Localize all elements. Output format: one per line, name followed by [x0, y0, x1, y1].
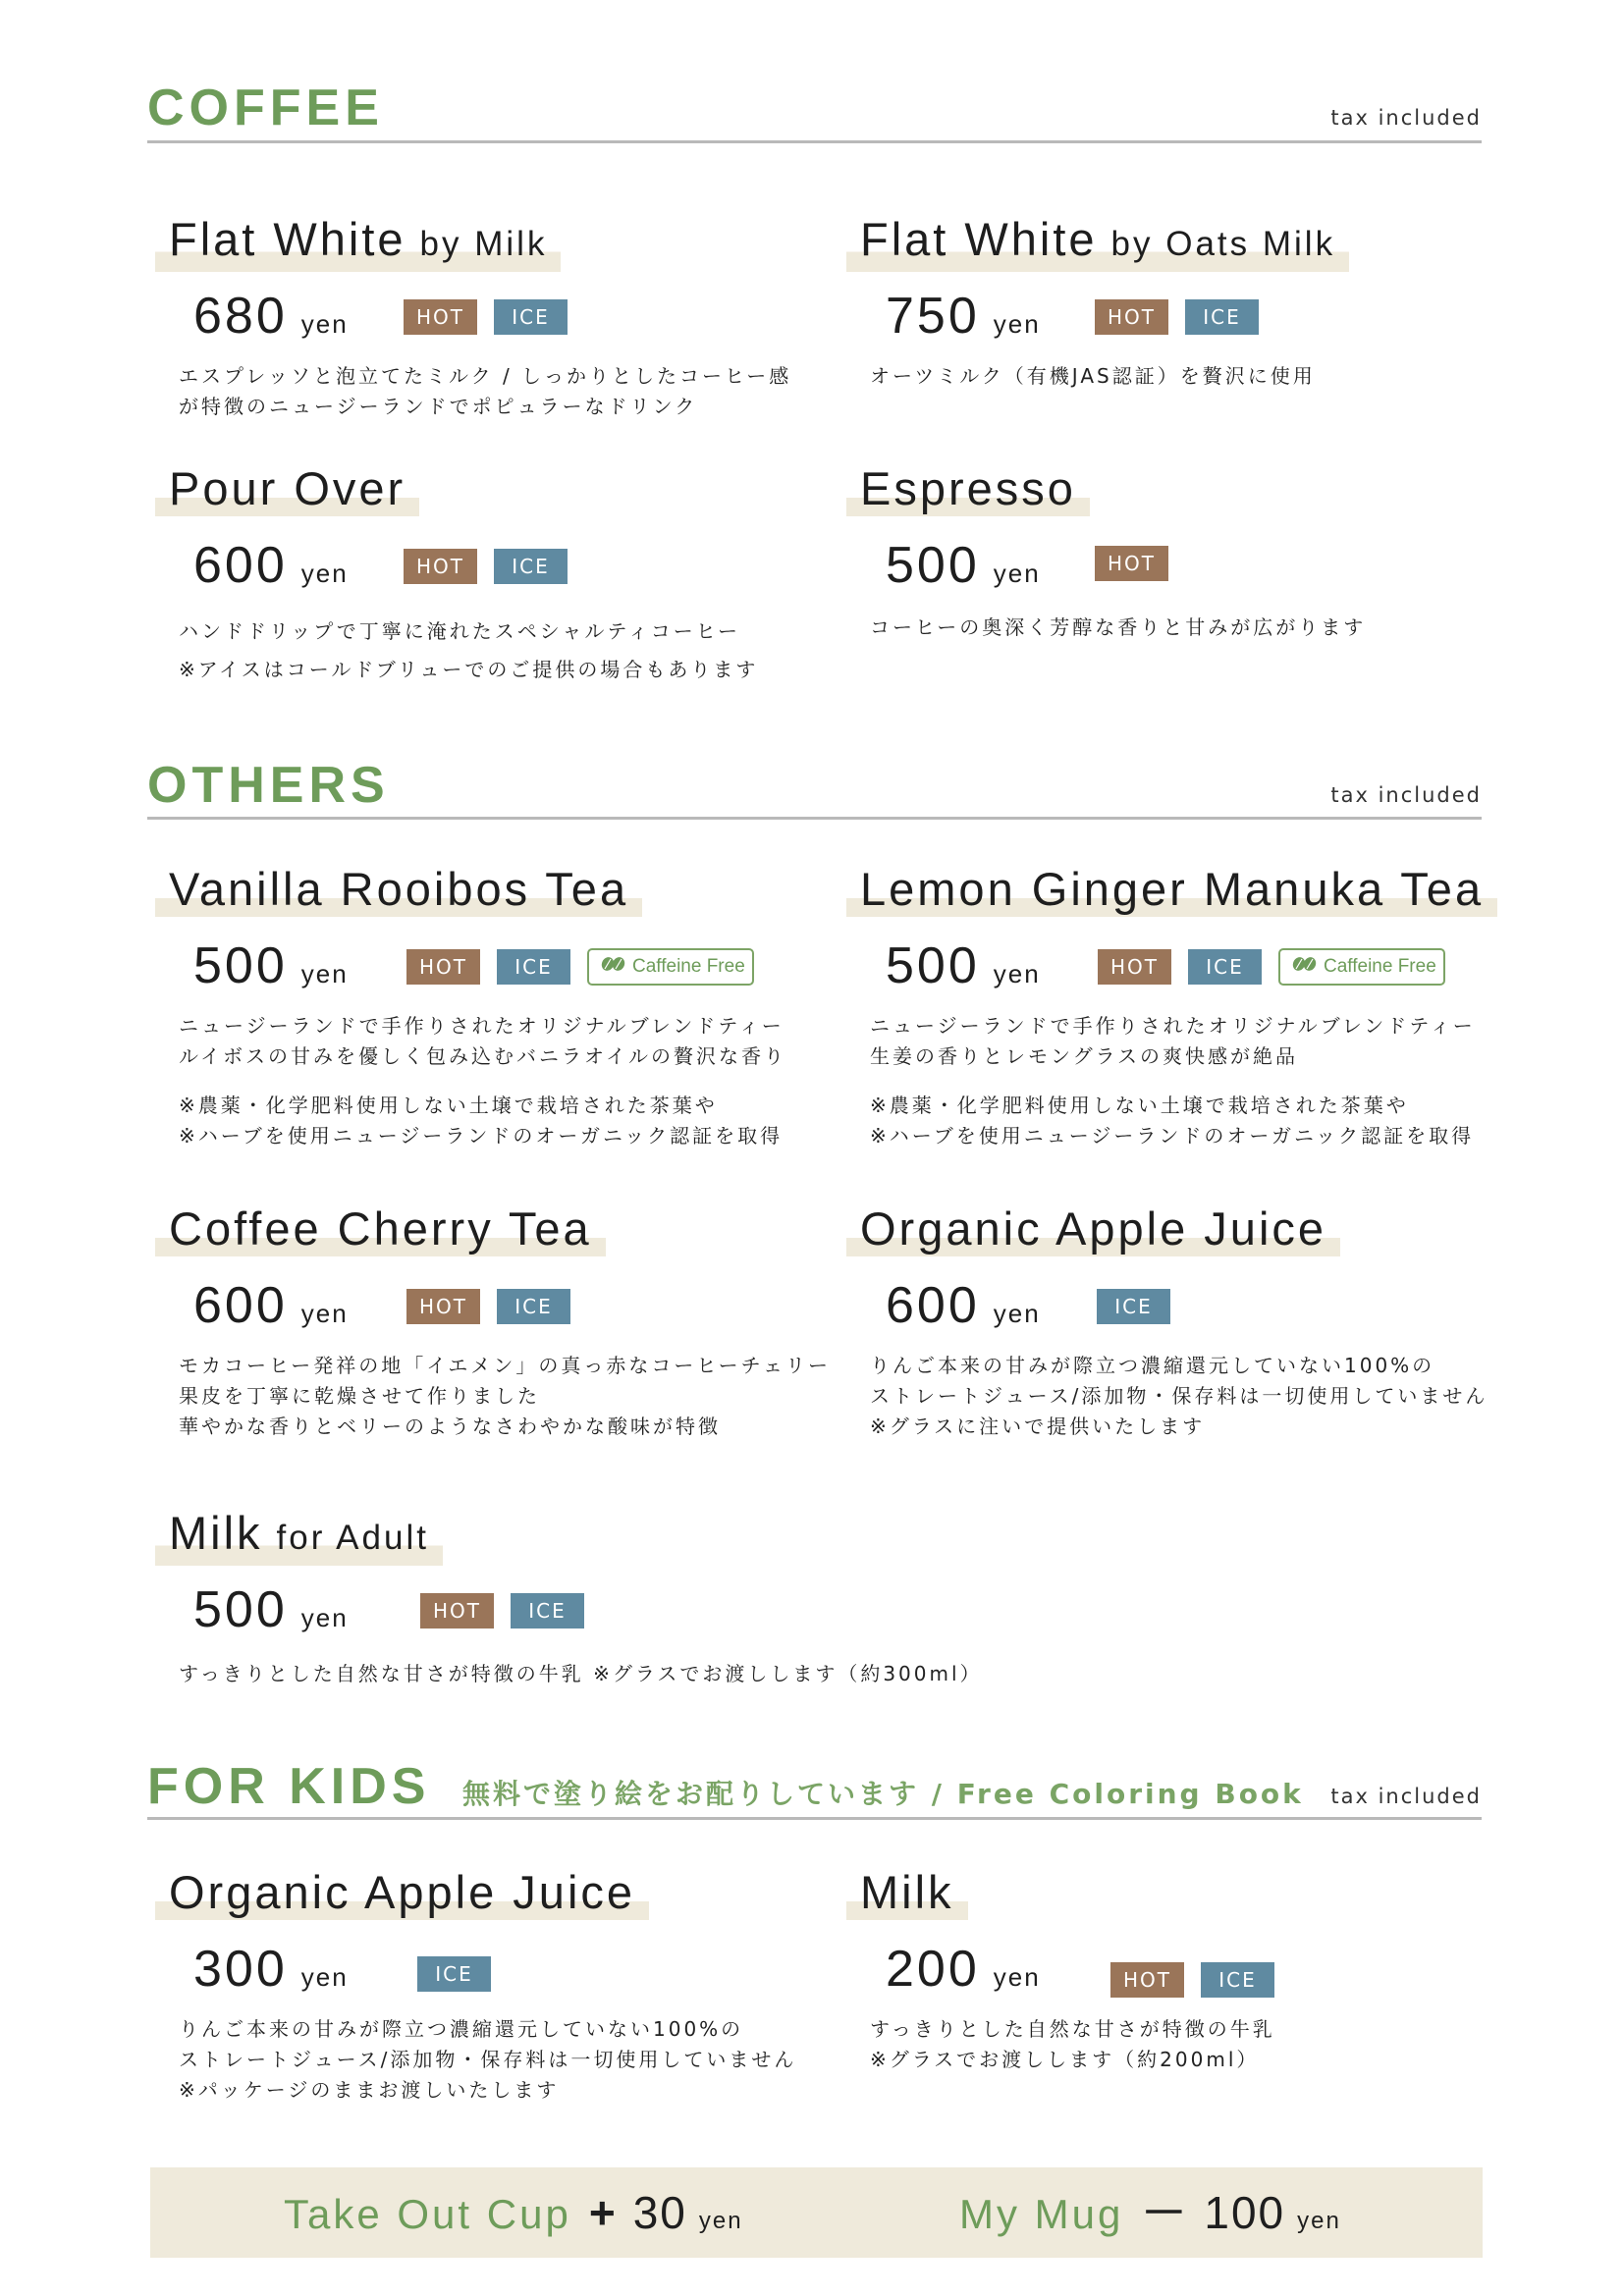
item-price-vanilla-rooibos: 500 yen — [193, 937, 349, 994]
item-desc: ニュージーランドで手作りされたオリジナルブレンドティー ルイボスの甘みを優しく包み込むバニラオイルの贅沢な香り — [179, 1014, 786, 1068]
item-name-kids-milk: Milk — [846, 1865, 968, 1920]
takeout-cup-surcharge: Take Out Cup + 30 yen — [284, 2187, 743, 2238]
coffee-section-title: COFFEE — [147, 80, 384, 136]
item-price-espresso: 500 yen — [886, 537, 1041, 594]
item-price-organic-apple-juice: 600 yen — [886, 1277, 1041, 1334]
item-desc: ニュージーランドで手作りされたオリジナルブレンドティー 生姜の香りとレモングラスの爽快感が絶品 — [870, 1014, 1476, 1068]
coffee-divider — [147, 140, 1482, 143]
item-name-espresso: Espresso — [846, 461, 1090, 516]
ice-badge: ICE — [1185, 299, 1259, 335]
item-desc: オーツミルク（有機JAS認証）を贅沢に使用 — [870, 364, 1316, 388]
hot-badge: HOT — [420, 1593, 494, 1629]
kids-section-title: FOR KIDS — [147, 1758, 431, 1815]
item-name-coffee-cherry-tea: Coffee Cherry Tea — [155, 1201, 606, 1256]
ice-badge: ICE — [497, 949, 570, 985]
item-name-flat-white-milk: Flat White by Milk — [155, 212, 561, 272]
leaf-icon — [601, 950, 626, 984]
item-name-kids-apple-juice: Organic Apple Juice — [155, 1865, 649, 1920]
hot-badge: HOT — [1095, 546, 1168, 581]
ice-badge: ICE — [417, 1956, 491, 1992]
hot-badge: HOT — [1098, 949, 1171, 985]
item-price-flat-white-oats: 750 yen — [886, 288, 1041, 345]
item-desc: すっきりとした自然な甘さが特徴の牛乳 ※グラスでお渡しします（約200ml） — [870, 2017, 1275, 2071]
item-desc: りんご本来の甘みが際立つ濃縮還元していない100%の ストレートジュース/添加物・保存料は一切使用していません ※グラスに注いで提供いたします — [870, 1354, 1488, 1438]
item-desc: コーヒーの奥深く芳醇な香りと甘みが広がります — [870, 615, 1367, 639]
free-coloring-book-note: 無料で塗り絵をお配りしています / Free Coloring Book — [462, 1778, 1304, 1810]
ice-badge: ICE — [1097, 1289, 1170, 1324]
ice-badge: ICE — [1201, 1962, 1274, 1998]
item-price-milk-adult: 500 yen — [193, 1581, 349, 1638]
ice-badge: ICE — [511, 1593, 584, 1629]
leaf-icon — [1292, 950, 1318, 984]
item-price-kids-apple-juice: 300 yen — [193, 1941, 349, 1998]
ice-badge: ICE — [497, 1289, 570, 1324]
item-desc: すっきりとした自然な甘さが特徴の牛乳 ※グラスでお渡しします（約300ml） — [179, 1662, 983, 1685]
kids-tax-note: tax included — [1330, 1785, 1482, 1808]
item-name-lemon-ginger-manuka: Lemon Ginger Manuka Tea — [846, 862, 1497, 917]
ice-badge: ICE — [1188, 949, 1262, 985]
item-price-kids-milk: 200 yen — [886, 1941, 1041, 1998]
hot-badge: HOT — [404, 299, 477, 335]
item-price-lemon-ginger-manuka: 500 yen — [886, 937, 1041, 994]
item-note: ※農薬・化学肥料使用しない土壌で栽培された茶葉や ※ハーブを使用ニュージーランドのオーガニック認証を取得 — [179, 1094, 784, 1148]
caffeine-free-badge: Caffeine Free — [587, 948, 754, 986]
my-mug-discount: My Mug － 100 yen — [959, 2187, 1341, 2238]
footer-banner — [150, 2167, 1483, 2258]
item-price-coffee-cherry-tea: 600 yen — [193, 1277, 349, 1334]
item-desc: モカコーヒー発祥の地「イエメン」の真っ赤なコーヒーチェリー 果皮を丁寧に乾燥させて作りました 華やかな香りとベリーのようなさわやかな酸味が特徴 — [179, 1354, 831, 1438]
hot-badge: HOT — [406, 1289, 480, 1324]
item-price-flat-white-milk: 680 yen — [193, 288, 349, 345]
item-note: ※農薬・化学肥料使用しない土壌で栽培された茶葉や ※ハーブを使用ニュージーランドのオーガニック認証を取得 — [870, 1094, 1475, 1148]
item-name-vanilla-rooibos: Vanilla Rooibos Tea — [155, 862, 642, 917]
hot-badge: HOT — [1095, 299, 1168, 335]
hot-badge: HOT — [1110, 1962, 1184, 1998]
item-name-milk-adult: Milk for Adult — [155, 1506, 443, 1566]
caffeine-free-badge: Caffeine Free — [1278, 948, 1445, 986]
item-desc: ハンドドリップで丁寧に淹れたスペシャルティコーヒー ※アイスはコールドブリューでのご提供の場合もあります — [179, 619, 759, 681]
item-desc: エスプレッソと泡立てたミルク / しっかりとしたコーヒー感 が特徴のニュージーランドでポピュラーなドリンク — [179, 364, 792, 418]
coffee-tax-note: tax included — [1330, 106, 1482, 130]
kids-divider — [147, 1817, 1482, 1820]
item-name-flat-white-oats: Flat White by Oats Milk — [846, 212, 1349, 272]
ice-badge: ICE — [494, 299, 568, 335]
item-name-organic-apple-juice: Organic Apple Juice — [846, 1201, 1340, 1256]
item-name-pour-over: Pour Over — [155, 461, 419, 516]
others-section-title: OTHERS — [147, 757, 390, 814]
item-desc: りんご本来の甘みが際立つ濃縮還元していない100%の ストレートジュース/添加物・保存料は一切使用していません ※パッケージのままお渡しいたします — [179, 2017, 797, 2102]
ice-badge: ICE — [494, 549, 568, 584]
others-tax-note: tax included — [1330, 783, 1482, 807]
others-divider — [147, 817, 1482, 820]
hot-badge: HOT — [404, 549, 477, 584]
item-price-pour-over: 600 yen — [193, 537, 349, 594]
hot-badge: HOT — [406, 949, 480, 985]
